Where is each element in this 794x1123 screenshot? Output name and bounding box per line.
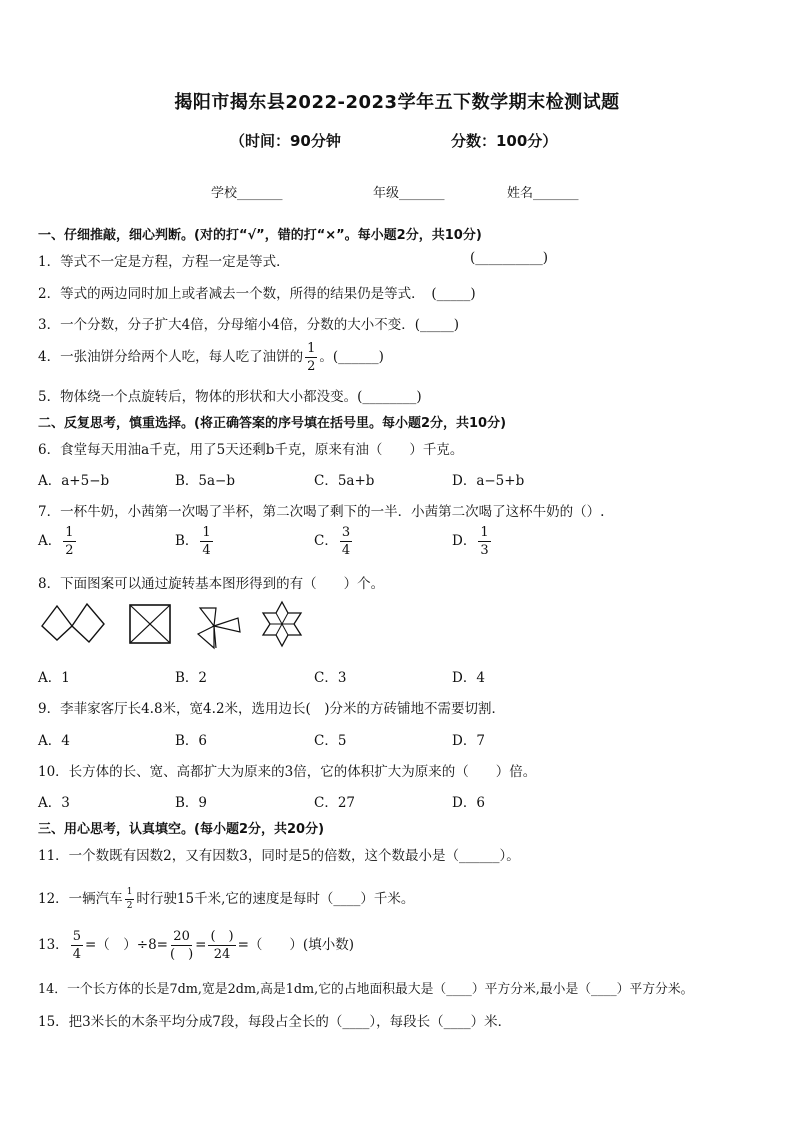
q6-option-d[interactable]: D．a−5+b <box>452 473 525 489</box>
question-2: 2．等式的两边同时加上或者减去一个数，所得的结果仍是等式． (_____) <box>38 286 476 302</box>
fraction: $\frac{1}{2}$ <box>307 341 316 374</box>
q9-option-b[interactable]: B．6 <box>175 733 208 749</box>
figure-pinwheel <box>194 604 242 650</box>
fraction: $\frac{3}{4}$ <box>341 525 351 558</box>
question-10: 10．长方体的长、宽、高都扩大为原来的3倍，它的体积扩大为原来的（ ）倍。 <box>38 764 537 780</box>
question-9: 9．李菲家客厅长4.8米，宽4.2米，选用边长( )分米的方砖铺地不需要切割． <box>38 701 506 717</box>
fraction: $\frac{1}{2}$ <box>65 525 74 558</box>
exam-score: 分数：100分） <box>451 132 558 150</box>
question-11: 11．一个数既有因数2，又有因数3，同时是5的倍数，这个数最小是（______）。 <box>38 848 520 864</box>
fraction: $\frac{5}{4}$ <box>72 929 81 962</box>
q6-option-a[interactable]: A．a+5−b <box>38 473 110 489</box>
question-4 <box>38 342 384 373</box>
q8-option-d[interactable]: D．4 <box>452 670 485 686</box>
figure-square-with-diagonals <box>128 603 172 645</box>
exam-time: （时间：90分钟 <box>230 132 341 150</box>
q10-option-b[interactable]: B．9 <box>175 795 208 811</box>
name-field[interactable]: 姓名_______ <box>507 186 579 201</box>
fraction: $\frac{1}{2}$ <box>126 887 133 911</box>
question-4-text: 4．一张油饼分给两个人吃，每人吃了油饼的 <box>38 349 304 365</box>
fraction: $\frac{1}{4}$ <box>202 525 211 558</box>
q6-option-b[interactable]: B．5a−b <box>175 473 236 489</box>
section-1-heading: 一、仔细推敲，细心判断。(对的打“√”，错的打“×”。每小题2分，共10分) <box>38 228 482 243</box>
question-1: 1．等式不一定是方程，方程一定是等式． <box>38 254 290 270</box>
figure-two-squares <box>40 600 106 644</box>
figure-six-point-star <box>259 600 305 648</box>
question-8: 8．下面图案可以通过旋转基本图形得到的有（ ）个。 <box>38 576 385 592</box>
question-6: 6．食堂每天用油a千克，用了5天还剩b千克，原来有油（ ）千克。 <box>38 442 464 458</box>
q9-option-d[interactable]: D．7 <box>452 733 485 749</box>
fraction: $\frac{( )}{24}$ <box>210 929 234 962</box>
question-7: 7．一杯牛奶，小茜第一次喝了半杯，第二次喝了剩下的一半．小茜第二次喝了这杯牛奶的（）. <box>38 504 605 520</box>
page-title: 揭阳市揭东县2022-2023学年五下数学期末检测试题 <box>174 92 620 113</box>
q10-option-d[interactable]: D．6 <box>452 795 485 811</box>
question-1-answer-blank[interactable]: (__________) <box>470 250 549 266</box>
q9-option-a[interactable]: A．4 <box>38 733 70 749</box>
section-3-heading: 三、用心思考，认真填空。(每小题2分，共20分) <box>38 822 325 837</box>
question-5: 5．物体绕一个点旋转后，物体的形状和大小都没变。(________) <box>38 389 422 405</box>
q8-option-c[interactable]: C．3 <box>314 670 347 686</box>
question-3: 3．一个分数，分子扩大4倍，分母缩小4倍，分数的大小不变．(_____) <box>38 317 460 333</box>
q6-option-c[interactable]: C．5a+b <box>314 473 375 489</box>
fraction: $\frac{1}{3}$ <box>480 525 489 558</box>
q10-option-c[interactable]: C．27 <box>314 795 356 811</box>
question-14: 14．一个长方体的长是7dm,宽是2dm,高是1dm,它的占地面积最大是（____）平方分米,最小是（____）平方分米。 <box>38 982 694 997</box>
fraction: $\frac{20}{( )}$ <box>170 929 194 962</box>
question-12: 12．一辆汽车 $\frac{1}{2}$ 时行驶15千米,它的速度是每时（____）千米。 <box>38 887 415 911</box>
grade-field[interactable]: 年级_______ <box>373 186 445 201</box>
question-13: 13． $\frac{5}{4}$ =（ ）÷8= $\frac{20}{( )}$ = $\frac{( )}{24}$ =（ ）(填小数) <box>38 929 354 962</box>
q8-option-b[interactable]: B．2 <box>175 670 208 686</box>
q7-option-a[interactable]: A． $\frac{1}{2}$ <box>38 525 74 558</box>
q8-option-a[interactable]: A．1 <box>38 670 70 686</box>
q7-option-c[interactable]: C． $\frac{3}{4}$ <box>314 525 351 558</box>
q9-option-c[interactable]: C．5 <box>314 733 347 749</box>
q7-option-d[interactable]: D． $\frac{1}{3}$ <box>452 525 489 558</box>
q10-option-a[interactable]: A．3 <box>38 795 70 811</box>
q7-option-b[interactable]: B． $\frac{1}{4}$ <box>175 525 211 558</box>
question-4-blank[interactable]: 。(______) <box>319 349 384 365</box>
question-15: 15．把3米长的木条平均分成7段，每段占全长的（____），每段长（____）米． <box>38 1014 512 1030</box>
section-2-heading: 二、反复思考，慎重选择。(将正确答案的序号填在括号里。每小题2分，共10分) <box>38 416 507 431</box>
school-field[interactable]: 学校_______ <box>211 186 283 201</box>
